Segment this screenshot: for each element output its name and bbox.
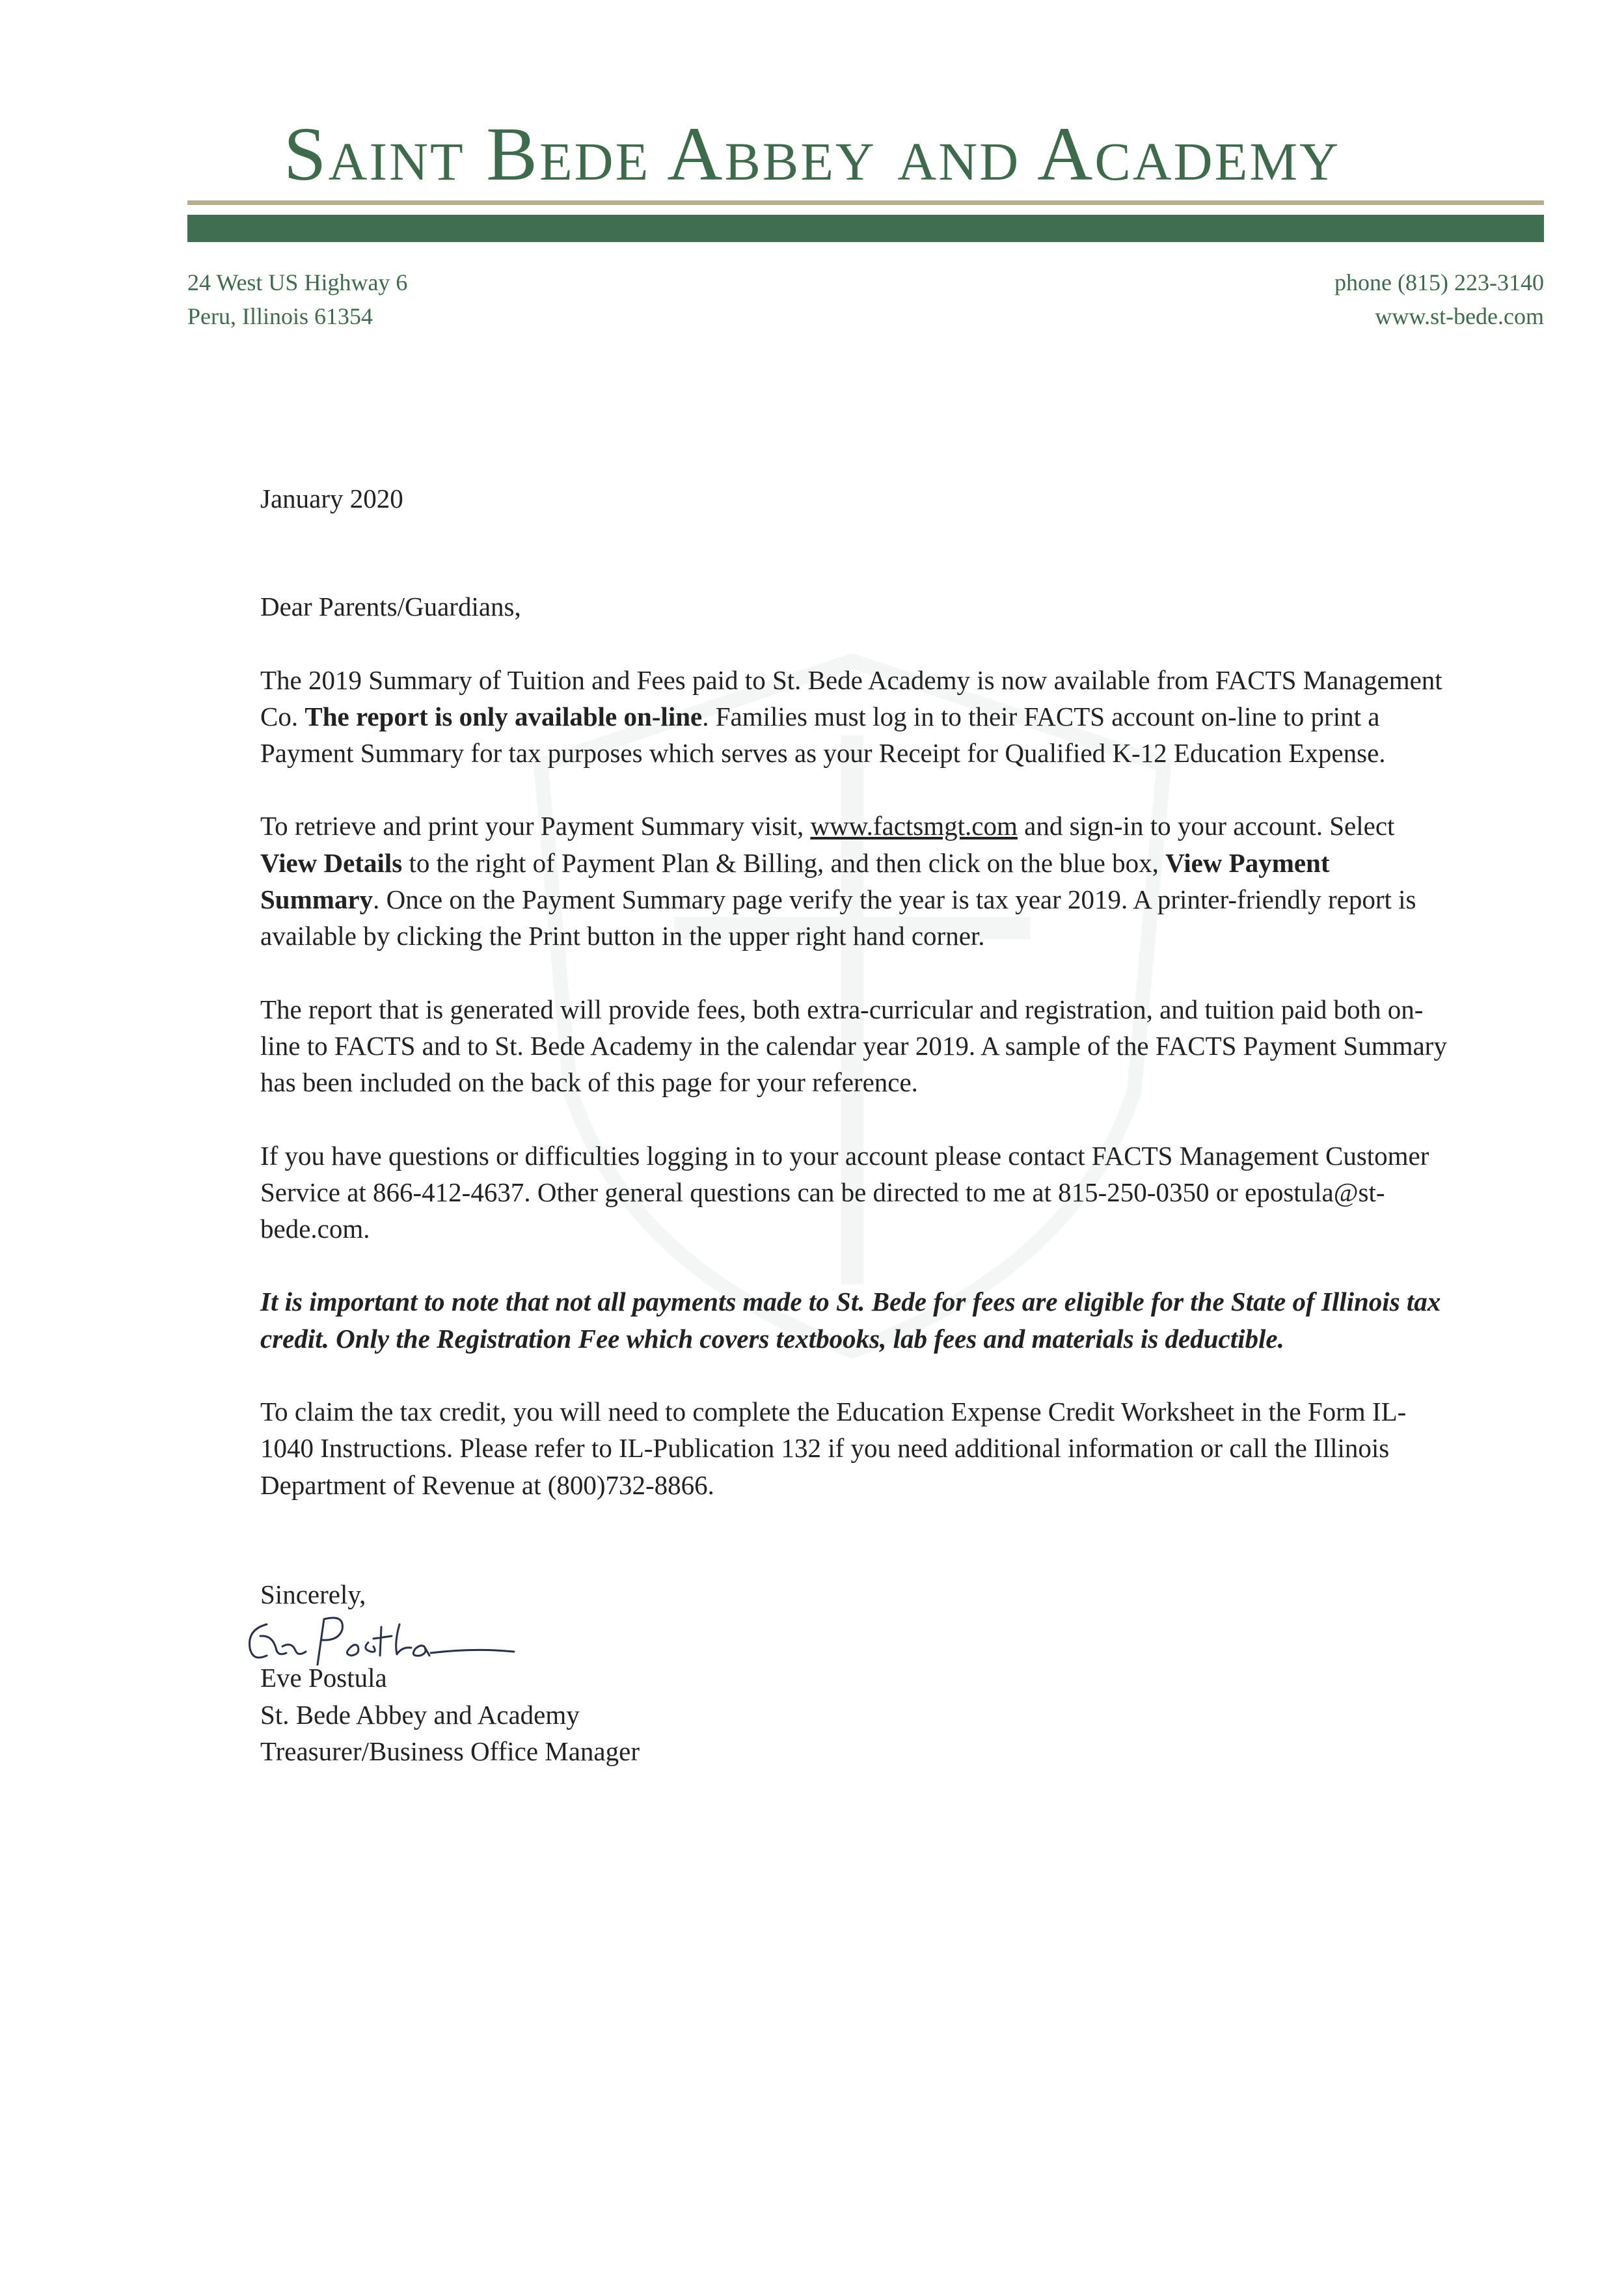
closing: Sincerely, xyxy=(260,1579,366,1609)
p2-text-4: . Once on the Payment Summary page verify the year is tax year 2019. A printer-friendly report is available by clicking the Print button in the upper right hand corner. xyxy=(260,884,1416,951)
address-line-2: Peru, Illinois 61354 xyxy=(187,303,373,329)
letterhead-rule-thin xyxy=(187,200,1544,205)
letter-body xyxy=(260,480,1451,1769)
p1-text-1: The 2019 Summary of Tuition and Fees paid to St. Bede Academy is now available from FACTS Management Co. xyxy=(260,664,1442,731)
p2-text-2: and sign-in to your account. Select xyxy=(1017,811,1395,841)
paragraph-retrieve-instructions xyxy=(260,808,1451,954)
p1-bold-online-only: The report is only available on-line xyxy=(304,701,703,731)
letterhead-contact xyxy=(1334,266,1544,333)
signer-title: Treasurer/Business Office Manager xyxy=(260,1736,640,1766)
paragraph-summary-availability xyxy=(260,662,1451,772)
address-line-1: 24 West US Highway 6 xyxy=(187,269,408,295)
signer-name: Eve Postula xyxy=(260,1663,387,1693)
letterhead-title: Saint Bede Abbey and Academy xyxy=(283,111,1341,197)
paragraph-claim-instructions: To claim the tax credit, you will need to complete the Education Expense Credit Worksheet in the Form IL-1040 Instructions. Please refer to IL-Publication 132 if you need additional information or call the Illinois Department of Revenue at (800)732-8866. xyxy=(260,1397,1407,1500)
paragraph-tax-credit-note: It is important to note that not all payments made to St. Bede for fees are eligible for the State of Illinois tax credit. Only the Registration Fee which covers textbooks, lab fees and materials is deductible. xyxy=(260,1287,1441,1354)
p2-text-3: to the right of Payment Plan & Billing, and then click on the blue box, xyxy=(402,847,1166,878)
phone-number: phone (815) 223-3140 xyxy=(1334,269,1544,295)
salutation: Dear Parents/Guardians, xyxy=(260,592,521,622)
letterhead-rule-thick xyxy=(187,215,1544,242)
factsmgt-link[interactable]: www.factsmgt.com xyxy=(810,811,1018,841)
p2-bold-view-details: View Details xyxy=(260,847,403,878)
p2-text-1: To retrieve and print your Payment Summary visit, xyxy=(260,811,811,841)
p2-bold-view-payment-summary: View Payment Summary xyxy=(260,847,1330,915)
signer-organization: St. Bede Abbey and Academy xyxy=(260,1699,580,1730)
paragraph-report-contents: The report that is generated will provide fees, both extra-curricular and registration, and tuition paid both on-line to FACTS and to St. Bede Academy in the calendar year 2019. A sample of the FACTS Payment Summary has been included on the back of this page for your reference. xyxy=(260,994,1447,1098)
signature-block xyxy=(260,1659,1451,1769)
letter-date: January 2020 xyxy=(260,484,403,513)
paragraph-contact-info: If you have questions or difficulties logging in to your account please contact FACTS Management Customer Service at 866-412-4637. Other general questions can be directed to me at 815-250-0350 or epostula@st-bede.com. xyxy=(260,1140,1429,1244)
p1-text-2: . Families must log in to their FACTS account on-line to print a Payment Summary for tax purposes which serves as your Receipt for Qualified K-12 Education Expense. xyxy=(260,701,1386,769)
letterhead-address xyxy=(187,266,407,333)
website-link[interactable]: www.st-bede.com xyxy=(1375,303,1544,329)
